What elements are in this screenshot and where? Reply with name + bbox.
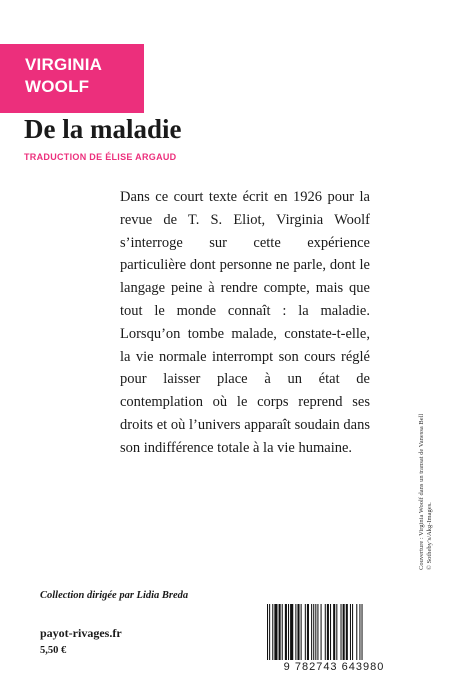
barcode-bar bbox=[352, 604, 353, 660]
cover-credit bbox=[418, 370, 434, 570]
barcode-bar bbox=[301, 604, 302, 660]
barcode-bar bbox=[311, 604, 312, 660]
cover-credit-line-2: © Sotheby’s/Akg-Images. bbox=[426, 502, 433, 570]
collection-credit: Collection dirigée par Lidia Breda bbox=[40, 590, 189, 601]
barcode-bar bbox=[341, 604, 342, 660]
barcode-bar bbox=[288, 604, 289, 660]
barcode-bar bbox=[290, 604, 293, 660]
barcode-bar bbox=[356, 604, 357, 660]
barcode-bar bbox=[325, 604, 326, 660]
barcode-bar bbox=[307, 604, 309, 660]
cover-credit-line-1: Couverture : Virginia Woolf dans un transat de Vanessa Bell bbox=[418, 413, 425, 570]
barcode-bar bbox=[336, 604, 337, 660]
barcode-bar bbox=[285, 604, 287, 660]
barcode-bar bbox=[295, 604, 296, 660]
barcode-bar bbox=[327, 604, 329, 660]
barcode-bar bbox=[269, 604, 270, 660]
barcode-bar bbox=[317, 604, 318, 660]
barcode-bar bbox=[346, 604, 348, 660]
isbn-number: 9 782743 643980 bbox=[283, 661, 385, 673]
back-cover-blurb: Dans ce court texte écrit en 1926 pour la revue de T. S. Eliot, Virginia Woolf s’interroge sur cette expérience particulière dont personne ne parle, dont le langage peine à rendre compte, mais que tout le monde connaît : la maladie. Lorsqu’on tombe malade, constate-t-elle, la vie normale interrompt son cours réglé pour laisser place à un état de contemplation où le corps reprend ses droits et où l’univers apparaît soudain dans son indifférence totale à la vie humaine. bbox=[120, 189, 370, 456]
translator-credit: TRADUCTION DE ÉLISE ARGAUD bbox=[24, 152, 177, 162]
barcode-bar bbox=[333, 604, 335, 660]
author-first-name: VIRGINIA bbox=[25, 55, 103, 74]
barcode-bar bbox=[305, 604, 306, 660]
barcode bbox=[264, 604, 404, 660]
barcode-bar bbox=[321, 604, 322, 660]
barcode-bar bbox=[313, 604, 314, 660]
barcode-bar bbox=[350, 604, 351, 660]
barcode-bar bbox=[267, 604, 268, 660]
price-label: 5,50 € bbox=[40, 645, 67, 656]
barcode-bar bbox=[279, 604, 281, 660]
barcode-graphic bbox=[264, 604, 404, 660]
barcode-bar bbox=[330, 604, 331, 660]
barcode-bar bbox=[362, 604, 363, 660]
barcode-bar bbox=[297, 604, 299, 660]
barcode-bar bbox=[272, 604, 273, 660]
publisher-website: payot-rivages.fr bbox=[40, 626, 122, 640]
barcode-bar bbox=[343, 604, 345, 660]
author-last-name: WOOLF bbox=[25, 77, 90, 96]
barcode-bar bbox=[282, 604, 283, 660]
barcode-bar bbox=[315, 604, 316, 660]
barcode-bar bbox=[359, 604, 360, 660]
barcode-bar bbox=[274, 604, 277, 660]
book-title: De la maladie bbox=[24, 114, 182, 144]
author-banner bbox=[0, 44, 144, 113]
